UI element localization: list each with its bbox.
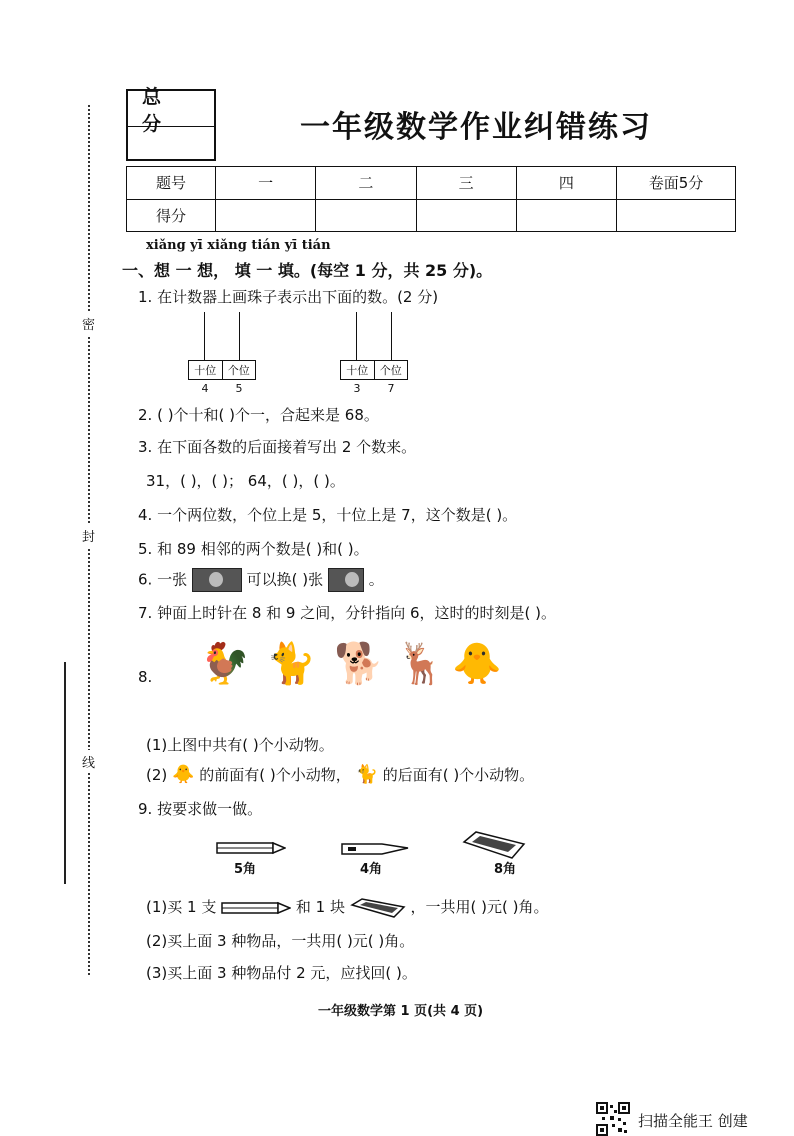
question-6 (138, 568, 384, 592)
cat-icon: 🐈 (266, 641, 316, 687)
deer-icon: 🦌 (396, 641, 446, 687)
score-cell: 得分 (127, 199, 216, 232)
eraser-icon (350, 897, 406, 919)
q8-2-part-c: 的后面有( )个小动物。 (382, 766, 535, 784)
question-1: 1. 在计数器上画珠子表示出下面的数。(2 分) (138, 288, 439, 306)
abacus-base (340, 360, 408, 380)
page-footer: 一年级数学第 1 页(共 4 页) (318, 1004, 484, 1019)
question-3-blanks: 31，( )，( )； 64，( )，( )。 (146, 472, 345, 490)
pencil-icon (216, 840, 286, 856)
question-8: 8. (138, 668, 153, 686)
eraser-price: 8角 (494, 862, 517, 877)
banknote-icon (192, 568, 242, 592)
score-cell[interactable] (416, 199, 516, 232)
score-cell[interactable] (516, 199, 616, 232)
question-5: 5. 和 89 相邻的两个数是( )和( )。 (138, 540, 369, 558)
question-8-2 (146, 764, 534, 785)
page-title: 一年级数学作业纠错练习 (300, 110, 652, 145)
chick-icon: 🐥 (452, 641, 502, 687)
header-cell: 四 (516, 167, 616, 200)
dog-icon: 🐕 (334, 641, 384, 687)
question-8-1: (1)上图中共有( )个小动物。 (146, 736, 334, 754)
abacus-rod-tens (356, 312, 357, 360)
question-9: 9. 按要求做一做。 (138, 800, 263, 818)
header-cell: 卷面5分 (617, 167, 736, 200)
q6-part-a: 6. 一张 (138, 570, 188, 589)
banknote-icon (328, 568, 364, 592)
score-cell[interactable] (316, 199, 416, 232)
abacus-37[interactable] (340, 312, 408, 402)
abacus-digit-tens: 4 (201, 382, 209, 395)
question-4: 4. 一个两位数，个位上是 5，十位上是 7，这个数是( )。 (138, 506, 518, 524)
abacus-base (188, 360, 256, 380)
abacus-ones-label: 个位 (227, 364, 250, 377)
binding-char-mi: 密 (82, 312, 95, 335)
pencil-price: 5角 (234, 862, 257, 877)
q6-part-c: 。 (368, 570, 384, 589)
binding-solid-line (64, 662, 66, 884)
score-value-row (127, 199, 736, 232)
section-1-heading: 一、想 一 想， 填 一 填。(每空 1 分，共 25 分)。 (122, 261, 493, 280)
q6-part-b: 可以换( )张 (246, 570, 324, 589)
pencil-icon (221, 901, 291, 915)
abacus-rod-ones (239, 312, 240, 360)
abacus-45[interactable] (188, 312, 256, 402)
abacus-rod-tens (204, 312, 205, 360)
question-9-1 (146, 896, 549, 919)
q9-1-part-a: (1)买 1 支 (146, 898, 217, 916)
header-cell: 题号 (127, 167, 216, 200)
question-9-2: (2)买上面 3 种物品，一共用( )元( )角。 (146, 932, 415, 950)
header-cell: 二 (316, 167, 416, 200)
total-score-box (126, 85, 216, 161)
abacus-digits (340, 382, 408, 395)
total-score-label: 总 分 (128, 91, 214, 127)
chick-icon: 🐥 (172, 764, 195, 785)
abacus-digit-ones: 5 (235, 382, 243, 395)
header-cell: 一 (216, 167, 316, 200)
question-2: 2. ( )个十和( )个一，合起来是 68。 (138, 406, 379, 424)
binding-char-xian: 线 (82, 750, 95, 773)
q8-2-part-a: (2) (146, 766, 168, 784)
rooster-icon: 🐓 (200, 641, 250, 687)
abacus-tens-label: 十位 (189, 361, 223, 379)
question-3: 3. 在下面各数的后面接着写出 2 个数来。 (138, 438, 417, 456)
abacus-digit-tens: 3 (353, 382, 361, 395)
abacus-tens-label: 十位 (341, 361, 375, 379)
scanner-watermark: 扫描全能王 创建 (638, 1112, 748, 1130)
score-header-row (127, 167, 736, 200)
qr-code-icon (596, 1102, 630, 1136)
abacus-digit-ones: 7 (387, 382, 395, 395)
header-cell: 三 (416, 167, 516, 200)
q8-2-part-b: 的前面有( )个小动物， (199, 766, 351, 784)
score-table (126, 166, 736, 232)
cat-icon: 🐈 (355, 764, 378, 785)
knife-icon (340, 840, 410, 858)
score-cell[interactable] (216, 199, 316, 232)
question-7: 7. 钟面上时针在 8 和 9 之间，分针指向 6，这时的时刻是( )。 (138, 604, 557, 622)
binding-char-feng: 封 (82, 524, 95, 547)
pinyin-line: xiǎng yī xiǎng tián yī tián (146, 238, 331, 253)
knife-price: 4角 (360, 862, 383, 877)
question-9-3: (3)买上面 3 种物品付 2 元，应找回( )。 (146, 964, 417, 982)
abacus-digits (188, 382, 256, 395)
q9-1-part-c: ，一共用( )元( )角。 (410, 898, 549, 916)
abacus-ones-label: 个位 (379, 364, 402, 377)
q9-1-part-b: 和 1 块 (295, 898, 345, 916)
score-cell[interactable] (617, 199, 736, 232)
abacus-rod-ones (391, 312, 392, 360)
